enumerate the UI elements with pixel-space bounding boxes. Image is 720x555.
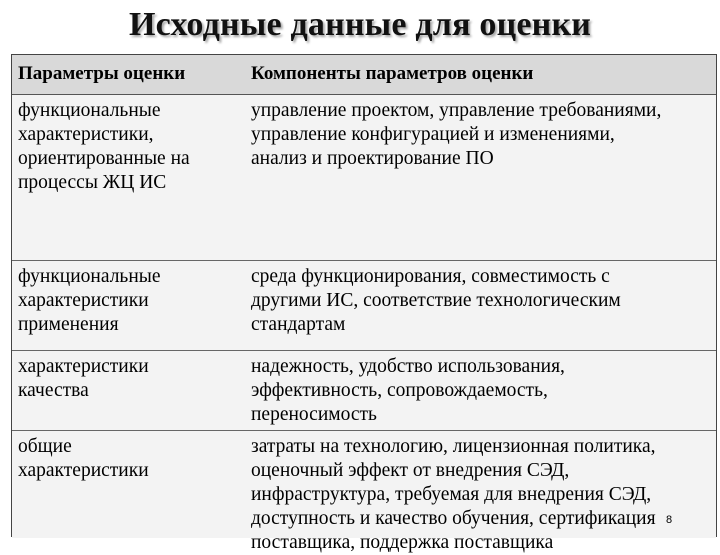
text-line: поставщика, поддержка поставщика	[251, 532, 554, 553]
table-row	[12, 351, 716, 431]
text-line: управление проектом, управление требованиями,	[251, 100, 662, 121]
parameter-cell	[18, 351, 243, 403]
header-parameters: Параметры оценки	[18, 63, 186, 84]
text-line: ориентированные на	[18, 148, 190, 169]
evaluation-table	[11, 54, 717, 553]
text-line: функциональные	[18, 100, 161, 121]
slide-title: Исходные данные для оценки	[128, 6, 592, 43]
table-row	[12, 431, 716, 553]
text-line: применения	[18, 314, 119, 335]
text-line: переносимость	[251, 404, 377, 425]
text-line: управление конфигурацией и изменениями,	[251, 124, 615, 145]
text-line: инфраструктура, требуемая для внедрения СЭД,	[251, 484, 652, 505]
components-cell	[251, 351, 714, 427]
text-line: доступность и качество обучения, сертификация	[251, 508, 656, 529]
components-cell	[251, 431, 714, 555]
table-row	[12, 261, 716, 351]
header-components: Компоненты параметров оценки	[251, 63, 534, 84]
text-line: общие	[18, 436, 72, 457]
components-cell	[251, 95, 714, 171]
text-line: эффективность, сопровождаемость,	[251, 380, 548, 401]
text-line: надежность, удобство использования,	[251, 356, 565, 377]
parameter-cell	[18, 261, 243, 337]
text-line: оценочный эффект от внедрения СЭД,	[251, 460, 570, 481]
text-line: затраты на технологию, лицензионная политика,	[251, 436, 656, 457]
text-line: другими ИС, соответствие технологическим	[251, 290, 621, 311]
text-line: качества	[18, 380, 89, 401]
text-line: характеристики	[18, 460, 149, 481]
text-line: стандартам	[251, 314, 346, 335]
text-line: процессы ЖЦ ИС	[18, 172, 167, 193]
text-line: характеристики	[18, 356, 149, 377]
parameter-cell	[18, 95, 243, 195]
table-header-row	[12, 55, 716, 95]
text-line: характеристики	[18, 290, 149, 311]
components-cell	[251, 261, 714, 337]
text-line: функциональные	[18, 266, 161, 287]
page-number: 8	[666, 514, 673, 526]
text-line: среда функционирования, совместимость с	[251, 266, 610, 287]
table-row	[12, 95, 716, 261]
text-line: характеристики,	[18, 124, 154, 145]
text-line: анализ и проектирование ПО	[251, 148, 494, 169]
parameter-cell	[18, 431, 243, 483]
